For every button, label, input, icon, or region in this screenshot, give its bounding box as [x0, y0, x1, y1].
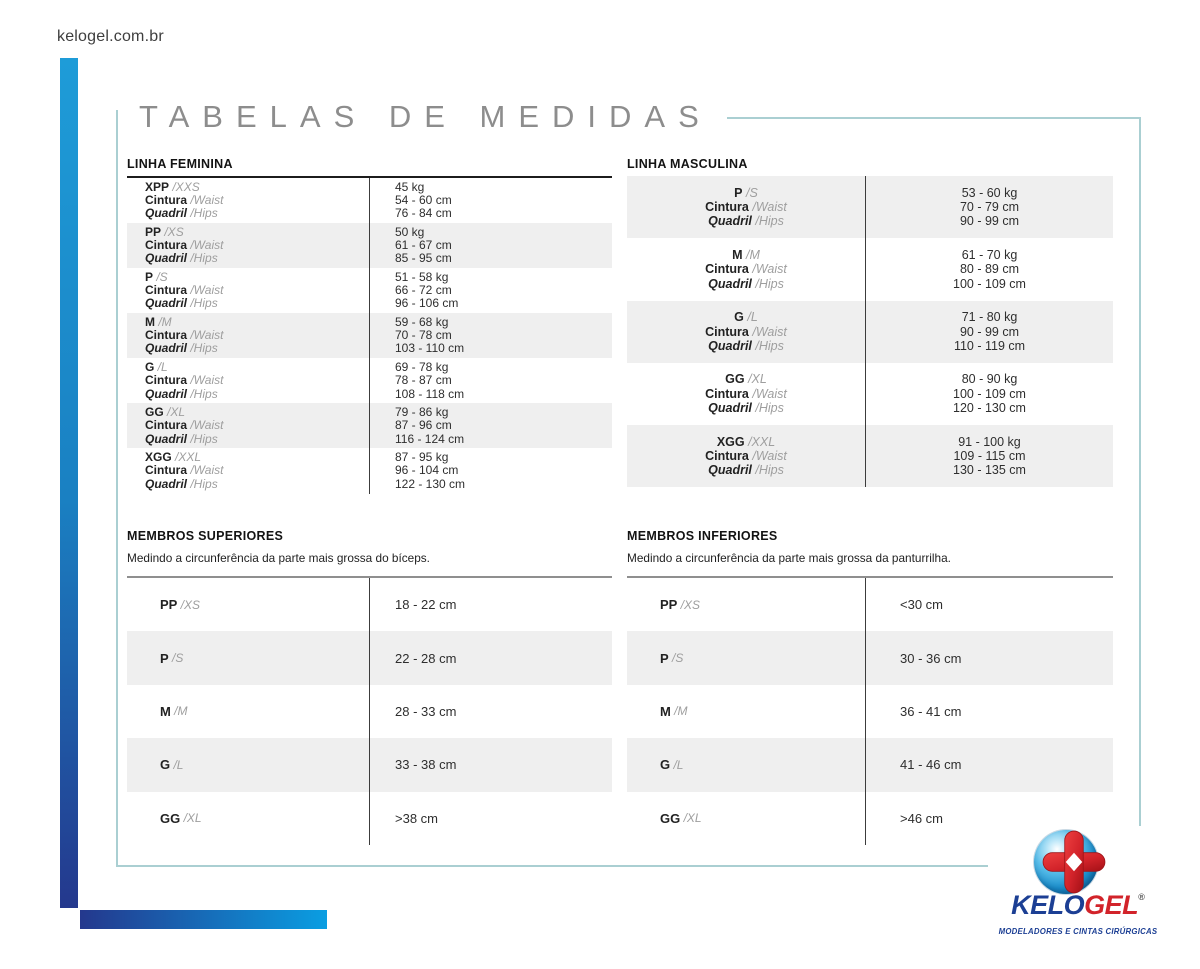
measurement-values-cell [370, 223, 612, 268]
measurement-values-cell [866, 425, 1113, 487]
weight-value: 91 - 100 kg [958, 434, 1021, 449]
waist-value: 80 - 89 cm [959, 262, 1020, 277]
size-label: P [734, 185, 743, 200]
masculina-row-g [627, 301, 1113, 363]
measurement-values-cell [370, 268, 612, 313]
kelogel-tagline: MODELADORES E CINTAS CIRÚRGICAS [998, 927, 1158, 936]
membros_inferiores-row-m [627, 685, 1113, 738]
hips-value: 96 - 106 cm [395, 296, 459, 311]
size-label: XGG [716, 434, 745, 449]
membros_superiores-rows [127, 578, 612, 845]
size-label-cell [127, 268, 370, 313]
table-membros-inferiores [627, 529, 1113, 845]
size-label-en: /XS [677, 597, 701, 612]
feminina-row-g [127, 358, 612, 403]
hips-label-en: /Hips [751, 401, 784, 416]
size-label-cell [127, 685, 370, 738]
size-label: P [145, 269, 154, 284]
table-cell-line [145, 361, 369, 374]
size-label-cell [627, 578, 866, 631]
weight-value: 87 - 95 kg [395, 450, 449, 465]
waist-value: 78 - 87 cm [395, 373, 452, 388]
feminina-row-xgg [127, 448, 612, 493]
hips-label: Quadril [145, 476, 188, 491]
table-cell-line [627, 325, 865, 339]
frame-border-bottom [116, 865, 1004, 867]
table-cell-line [627, 310, 865, 324]
size-label-en: /M [170, 704, 188, 719]
table-cell-line [145, 342, 369, 355]
waist-label-en: /Waist [187, 373, 224, 388]
waist-label-en: /Waist [748, 262, 787, 277]
measurement-values-cell [866, 176, 1113, 238]
masculina-row-m [627, 238, 1113, 300]
size-label-cell [627, 685, 866, 738]
table-linha-feminina [127, 157, 612, 494]
hips-value: 76 - 84 cm [395, 206, 452, 221]
hips-label: Quadril [145, 206, 188, 221]
table-cell-line [627, 435, 865, 449]
table-linha-masculina [627, 157, 1113, 487]
table-cell-line [627, 463, 865, 477]
weight-value: 53 - 60 kg [961, 185, 1018, 200]
waist-label-en: /Waist [187, 463, 224, 478]
circumference-value-cell: <30 cm [900, 597, 943, 613]
size-label-en: /S [153, 269, 168, 284]
hips-label-en: /Hips [187, 296, 218, 311]
table-cell-line [145, 316, 369, 329]
registered-mark: ® [1138, 892, 1145, 902]
table-cell-line [145, 194, 369, 207]
table-cell-line [145, 433, 369, 446]
hips-label: Quadril [145, 431, 188, 446]
kelogel-logo [988, 826, 1168, 952]
hips-label: Quadril [145, 296, 188, 311]
waist-label: Cintura [145, 373, 187, 388]
size-label-en: /S [168, 651, 184, 666]
size-label-cell [127, 178, 370, 223]
weight-value: 79 - 86 kg [395, 404, 449, 419]
size-label-en: /XS [161, 224, 184, 239]
frame-border-right [1139, 117, 1141, 845]
circumference-value-cell: 22 - 28 cm [395, 650, 457, 666]
hips-label-en: /Hips [187, 476, 218, 491]
table-cell-line [627, 262, 865, 276]
feminina-row-pp [127, 223, 612, 268]
table-title-masculina: LINHA MASCULINA [627, 157, 748, 171]
measurement-values-cell [370, 313, 612, 358]
size-label: G [660, 757, 671, 773]
size-label-en: /L [743, 310, 758, 325]
size-label-cell [127, 223, 370, 268]
size-label-cell [127, 578, 370, 631]
measurement-values-cell [370, 358, 612, 403]
table-cell-line [145, 226, 369, 239]
masculina-row-xgg [627, 425, 1113, 487]
weight-value: 69 - 78 kg [395, 359, 449, 374]
hips-label-en: /Hips [187, 341, 218, 356]
membros_inferiores-row-g [627, 738, 1113, 791]
table-cell-line [145, 271, 369, 284]
measurement-values-cell [866, 363, 1113, 425]
weight-value: 51 - 58 kg [395, 269, 449, 284]
size-label-cell [127, 792, 370, 845]
table-cell-line [145, 329, 369, 342]
size-label-en: /M [155, 314, 172, 329]
measurement-values-cell [866, 301, 1113, 363]
hips-label: Quadril [708, 463, 752, 478]
hips-label-en: /Hips [187, 251, 218, 266]
left-accent-bar [60, 58, 78, 908]
size-label-en: /XL [744, 372, 767, 387]
hips-value: 110 - 119 cm [953, 338, 1026, 353]
waist-label: Cintura [145, 328, 187, 343]
size-label: M [732, 247, 743, 262]
hips-value: 103 - 110 cm [395, 341, 465, 356]
size-label: GG [160, 810, 181, 826]
membros_inferiores-row-pp [627, 578, 1113, 631]
waist-label: Cintura [145, 418, 187, 433]
size-label: M [660, 703, 671, 719]
waist-label-en: /Waist [748, 324, 787, 339]
hips-label: Quadril [708, 338, 752, 353]
waist-label-en: /Waist [748, 386, 787, 401]
table-title-superiores: MEMBROS SUPERIORES [127, 529, 284, 543]
membros_inferiores-row-p [627, 631, 1113, 684]
size-label-cell [627, 792, 866, 845]
table-cell-line [627, 277, 865, 291]
circumference-value-cell: 41 - 46 cm [900, 757, 962, 773]
size-label-cell [627, 301, 866, 363]
size-label-cell [627, 363, 866, 425]
table-cell-line [145, 239, 369, 252]
waist-value: 61 - 67 cm [395, 237, 452, 252]
measurement-values-cell [866, 238, 1113, 300]
size-label-en: /XXL [744, 434, 776, 449]
masculina-row-p [627, 176, 1113, 238]
table-cell-line [627, 200, 865, 214]
size-label: GG [725, 372, 745, 387]
table-cell-line [627, 372, 865, 386]
feminina-row-p [127, 268, 612, 313]
feminina-row-m [127, 313, 612, 358]
hips-value: 85 - 95 cm [395, 251, 452, 266]
waist-label-en: /Waist [187, 237, 224, 252]
membros_inferiores-rows [627, 578, 1113, 845]
frame-border-left [116, 110, 118, 867]
masculina-rows [627, 176, 1113, 487]
size-label: G [160, 757, 171, 773]
table-membros-superiores [127, 529, 612, 845]
size-label-cell [127, 738, 370, 791]
kelogel-wordmark [988, 890, 1168, 921]
hips-label-en: /Hips [187, 431, 218, 446]
feminina-rows [127, 178, 612, 494]
size-label-en: /XXL [171, 450, 202, 465]
table-cell-line [627, 248, 865, 262]
page-title: TABELAS DE MEDIDAS [139, 99, 712, 134]
circumference-value-cell: >46 cm [900, 810, 943, 826]
size-label: XPP [145, 179, 170, 194]
weight-value: 71 - 80 kg [961, 310, 1018, 325]
feminina-row-gg [127, 403, 612, 448]
size-label: PP [160, 597, 178, 613]
size-label-en: /XS [177, 597, 201, 612]
table-cell-line [145, 388, 369, 401]
hips-value: 108 - 118 cm [395, 386, 465, 401]
hips-label-en: /Hips [751, 276, 784, 291]
size-label: PP [145, 224, 162, 239]
hips-label-en: /Hips [751, 214, 784, 229]
table-cell-line [145, 419, 369, 432]
hips-label-en: /Hips [751, 463, 784, 478]
size-label-cell [627, 238, 866, 300]
waist-value: 87 - 96 cm [395, 418, 452, 433]
table-title-feminina: LINHA FEMININA [127, 157, 233, 171]
size-label-en: /XL [680, 811, 702, 826]
weight-value: 50 kg [395, 224, 425, 239]
waist-label-en: /Waist [187, 192, 224, 207]
site-url: kelogel.com.br [57, 28, 164, 45]
hips-value: 90 - 99 cm [959, 214, 1020, 229]
membros_superiores-row-p [127, 631, 612, 684]
size-label: GG [145, 404, 164, 419]
waist-value: 66 - 72 cm [395, 283, 452, 298]
size-label: P [160, 650, 169, 666]
circumference-value-cell: 30 - 36 cm [900, 650, 962, 666]
size-label-cell [127, 631, 370, 684]
hips-label: Quadril [145, 251, 188, 266]
table-cell-line [627, 401, 865, 415]
medical-cross-icon [1041, 829, 1107, 895]
wordmark-gel: GEL [1084, 890, 1139, 920]
hips-value: 116 - 124 cm [395, 431, 465, 446]
weight-value: 80 - 90 kg [961, 372, 1018, 387]
size-label-cell [127, 448, 370, 493]
waist-value: 70 - 78 cm [395, 328, 452, 343]
size-label-en: /M [670, 704, 688, 719]
size-label-cell [627, 631, 866, 684]
size-label: M [145, 314, 155, 329]
hips-value: 130 - 135 cm [953, 463, 1026, 478]
waist-value: 54 - 60 cm [395, 192, 452, 207]
size-label: M [160, 703, 171, 719]
hips-value: 122 - 130 cm [395, 476, 466, 491]
size-label-en: /XL [180, 811, 202, 826]
hips-label: Quadril [145, 386, 188, 401]
table-title-inferiores: MEMBROS INFERIORES [627, 529, 778, 543]
circumference-value-cell: >38 cm [395, 810, 438, 826]
hips-label-en: /Hips [751, 338, 784, 353]
hips-label-en: /Hips [187, 206, 218, 221]
waist-label-en: /Waist [748, 199, 787, 214]
waist-label: Cintura [145, 192, 187, 207]
waist-label-en: /Waist [187, 418, 224, 433]
waist-label: Cintura [145, 283, 187, 298]
hips-label: Quadril [708, 214, 752, 229]
hips-label: Quadril [145, 341, 188, 356]
masculina-row-gg [627, 363, 1113, 425]
hips-label: Quadril [708, 401, 752, 416]
hips-value: 120 - 130 cm [953, 401, 1026, 416]
size-label-en: /S [742, 185, 758, 200]
table-cell-line [145, 478, 369, 491]
wordmark-kelo: KELO [1011, 890, 1085, 920]
circumference-value-cell: 36 - 41 cm [900, 703, 962, 719]
waist-value: 90 - 99 cm [959, 324, 1020, 339]
membros_superiores-row-g [127, 738, 612, 791]
size-label: XGG [145, 450, 172, 465]
size-label-cell [627, 425, 866, 487]
table-cell-line [145, 181, 369, 194]
waist-label: Cintura [705, 449, 749, 464]
size-label-en: /L [154, 359, 168, 374]
membros_superiores-row-gg [127, 792, 612, 845]
circumference-value-cell: 18 - 22 cm [395, 597, 457, 613]
waist-value: 109 - 115 cm [953, 449, 1026, 464]
table-cell-line [145, 406, 369, 419]
size-label: P [660, 650, 669, 666]
membros_superiores-row-pp [127, 578, 612, 631]
weight-value: 59 - 68 kg [395, 314, 449, 329]
waist-label: Cintura [145, 237, 187, 252]
inferiores-subtitle: Medindo a circunferência da parte mais grossa da panturrilha. [627, 551, 951, 565]
weight-value: 61 - 70 kg [961, 247, 1018, 262]
table-cell-line [145, 297, 369, 310]
size-label: G [734, 310, 744, 325]
waist-value: 96 - 104 cm [395, 463, 459, 478]
membros_superiores-row-m [127, 685, 612, 738]
circumference-value-cell: 33 - 38 cm [395, 757, 457, 773]
waist-value: 70 - 79 cm [959, 199, 1020, 214]
table-cell-line [627, 186, 865, 200]
table-cell-line [627, 214, 865, 228]
size-label-en: /M [742, 247, 760, 262]
waist-value: 100 - 109 cm [953, 386, 1026, 401]
table-cell-line [145, 374, 369, 387]
feminina-row-xpp [127, 178, 612, 223]
size-label: GG [660, 810, 681, 826]
superiores-subtitle: Medindo a circunferência da parte mais grossa do bíceps. [127, 551, 430, 565]
size-label-en: /L [170, 757, 184, 772]
hips-label: Quadril [708, 276, 752, 291]
size-label: G [145, 359, 155, 374]
hips-value: 100 - 109 cm [953, 276, 1026, 291]
table-cell-line [627, 339, 865, 353]
table-cell-line [627, 449, 865, 463]
waist-label: Cintura [145, 463, 187, 478]
table-cell-line [145, 207, 369, 220]
size-label-en: /L [670, 757, 684, 772]
table-cell-line [145, 252, 369, 265]
waist-label-en: /Waist [748, 449, 787, 464]
waist-label: Cintura [705, 199, 749, 214]
size-label-en: /XL [163, 404, 186, 419]
table-cell-line [627, 387, 865, 401]
size-label-en: /S [668, 651, 684, 666]
frame-border-top [727, 117, 1141, 119]
size-label: PP [660, 597, 678, 613]
size-label-cell [627, 738, 866, 791]
waist-label-en: /Waist [187, 283, 224, 298]
size-label-cell [127, 403, 370, 448]
size-label-en: /XXS [169, 179, 200, 194]
circumference-value-cell: 28 - 33 cm [395, 703, 457, 719]
measurement-values-cell [370, 403, 612, 448]
table-cell-line [145, 464, 369, 477]
size-label-cell [627, 176, 866, 238]
weight-value: 45 kg [395, 179, 425, 194]
size-label-cell [127, 313, 370, 358]
waist-label-en: /Waist [187, 328, 224, 343]
bottom-accent-bar [80, 910, 327, 929]
hips-label-en: /Hips [187, 386, 218, 401]
measurement-values-cell [370, 448, 612, 493]
waist-label: Cintura [705, 386, 749, 401]
table-cell-line [145, 451, 369, 464]
waist-label: Cintura [705, 262, 749, 277]
table-cell-line [145, 284, 369, 297]
waist-label: Cintura [705, 324, 749, 339]
measurement-values-cell [370, 178, 612, 223]
size-label-cell [127, 358, 370, 403]
